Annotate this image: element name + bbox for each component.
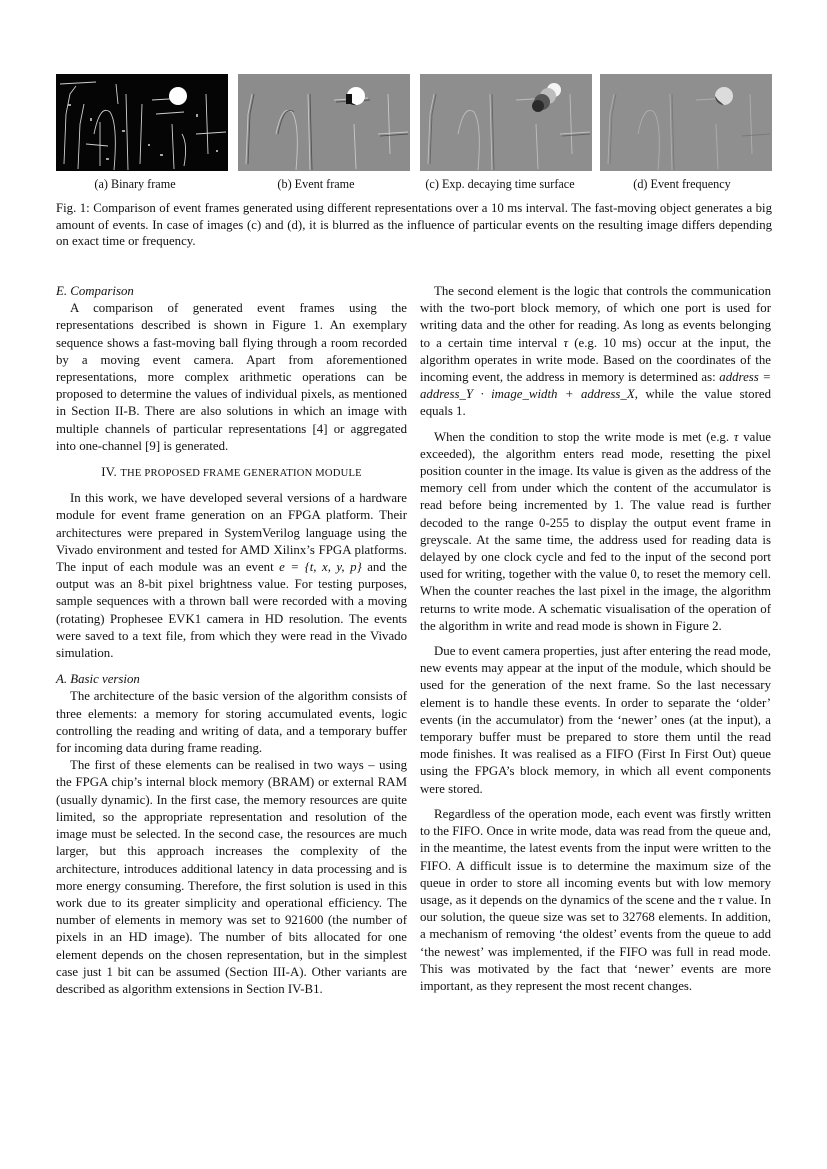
right-paragraph-2	[420, 429, 771, 635]
section-a-paragraph-2: The first of these elements can be realised in two ways – using the FPGA chip’s internal block memory (BRAM) or external RAM (usually dynamic). In the first case, the memory resources are quite limited, so the appropriate representation and resolution of the image must be selected. In the second case, the resources are much larger, but this approach increases the complexity of the architecture, introduces additional latency in data processing and is more energy consuming. Therefore, the first solution is used in this work due to its greater simplicity and operational efficiency. The number of elements in memory was set to 921600 (the number of pixels in an HD image). The number of bits allocated for one element depends on the chosen representation, but in the simplest case just 1 bit can be assumed (Section III-A). Other variants are described as algorithm extensions in Section IV-B1.	[56, 758, 407, 996]
figure-panel-frequency	[600, 74, 772, 171]
right-p1-text-b: (e.g. 10 ms) occur at the input, the algorithm operates in write mode. Based on the coordinates of the incoming event, the address in memory is determined as:	[420, 335, 771, 385]
section-a-paragraph-1: The architecture of the basic version of the algorithm consists of three elements: a memory for storing accumulated events, logic controlling the reading and writing of data, and a temporary buffer for incoming data during frame reading.	[56, 689, 407, 756]
right-p4-text-a: Regardless of the operation mode, each event was firstly written to the FIFO. Once in write mode, data was read from the queue and, in the meantime, the latest events from the input were written to the FIFO. A difficult issue is to determine the maximum size of the queue in order to store all incoming events but with low memory usage, as it depends on the dynamics of the scene and the	[420, 806, 771, 907]
figure-caption: Fig. 1: Comparison of event frames generated using different representations over a 10 ms interval. The fast-moving object generates a big amount of events. In case of images (c) and (d), it is blurred as the influence of particular events on the resulting image differs depending on exact time or frequency.	[56, 201, 772, 249]
figure-panel-decay	[420, 74, 592, 171]
section-iv-title: THE PROPOSED FRAME GENERATION MODULE	[120, 468, 362, 480]
right-paragraph-3: Due to event camera properties, just after entering the read mode, new events may appear at the input of the module, which should be used for the generation of the next frame. So the last necessary element is to handle these events. In order to separate the ‘older’ events (in the accumulator) from the ‘newer’ ones (at the input), a temporary buffer must be prepared to store them until the read mode finishes. It was realised as a FIFO (First In First Out) queue using the FPGA’s block memory, in which all event components were stored.	[420, 644, 771, 796]
event-frame-image	[238, 74, 410, 171]
tau-symbol: τ	[733, 429, 739, 444]
tau-symbol: τ	[563, 335, 569, 350]
binary-frame-image	[56, 74, 228, 171]
right-paragraph-1	[420, 283, 771, 421]
section-iv-paragraph	[56, 490, 407, 662]
event-frequency-image	[600, 74, 772, 171]
section-iv-number: IV.	[101, 465, 117, 480]
section-iv-text-b: and the output was an 8-bit pixel brightness value. For testing purposes, sample sequences with a thrown ball were recorded with a moving (rotating) Prophesee EVK1 camera in HD resolution. The events were saved to a text file, from which they were read in the Vivado simulation.	[56, 560, 407, 661]
panel-caption-b: (b) Event frame	[277, 177, 355, 191]
figure-panel-event	[238, 74, 410, 171]
figure-panel-binary	[56, 74, 228, 171]
right-p1-text-c: , while the value stored equals 1.	[420, 387, 771, 419]
right-p1-text-a: The second element is the logic that controls the communication with the two-port block memory, of which one port is used for writing data and the other for reading. As long as events belonging to a certain time interval	[420, 284, 771, 350]
section-iv-heading	[56, 464, 407, 482]
figure-1	[56, 74, 772, 172]
time-surface-image	[420, 74, 592, 171]
right-paragraph-4	[420, 806, 771, 995]
panel-caption-c: (c) Exp. decaying time surface	[425, 177, 575, 191]
right-column	[420, 283, 771, 995]
event-tuple-math: e = {t, x, y, p}	[279, 560, 362, 575]
section-iv-text-a: In this work, we have developed several versions of a hardware module for event frame generation on an FPGA platform. Their architectures were prepared in SystemVerilog language using the Vivado environment and tested for AMD Xilinx’s FPGA platforms. The input of each module was an event	[56, 491, 407, 575]
panel-caption-d: (d) Event frequency	[633, 177, 731, 191]
panel-caption-a: (a) Binary frame	[94, 177, 176, 191]
left-column	[56, 283, 407, 998]
right-p4-text-b: value. In our solution, the queue size was set to 32768 elements. In addition, a mechanism of removing ‘the oldest’ events from the queue to add ‘the newest’ was implemented, if the FIFO was full in read mode. This was motivated by the fact that ‘newer’ events are more important, as they represent the most recent changes.	[420, 892, 771, 993]
section-e-paragraph: A comparison of generated event frames using the representations described is shown in Figure 1. An exemplary sequence shows a fast-moving ball flying through a room recorded by a moving event camera. Apart from aforementioned representations, more complex arithmetic operations can be proposed to determine the values of individual pixels, as mentioned in Section II-B. There are also solutions in which an image with multiple channels of particular representations [4] or aggregated into one-channel [9] is generated.	[56, 301, 407, 453]
tau-symbol: τ	[718, 892, 723, 907]
section-a-heading: A. Basic version	[56, 672, 140, 687]
section-e-heading: E. Comparison	[56, 284, 134, 298]
right-p2-text-a: When the condition to stop the write mode is met (e.g.	[434, 429, 734, 444]
right-p2-text-b: value exceeded), the algorithm enters read mode, resetting the pixel position counter in the image. Its value is given as the address of the memory cell from under which the content of the accumulator is read before being incremented by 1. The value read is further decoded to the range 0-255 to display the output event frame in greyscale. At the same time, the address used for reading data is delayed by one clock cycle and fed to the input of the second port used for writing, together with the value 0, to reset the memory cell. When the counter reaches the last pixel in the image, the algorithm returns to write mode. A schematic visualisation of the operation of the algorithm in write and read mode is shown in Figure 2.	[420, 429, 772, 633]
address-formula: address = address_Y · image_width + address_X	[420, 370, 772, 402]
